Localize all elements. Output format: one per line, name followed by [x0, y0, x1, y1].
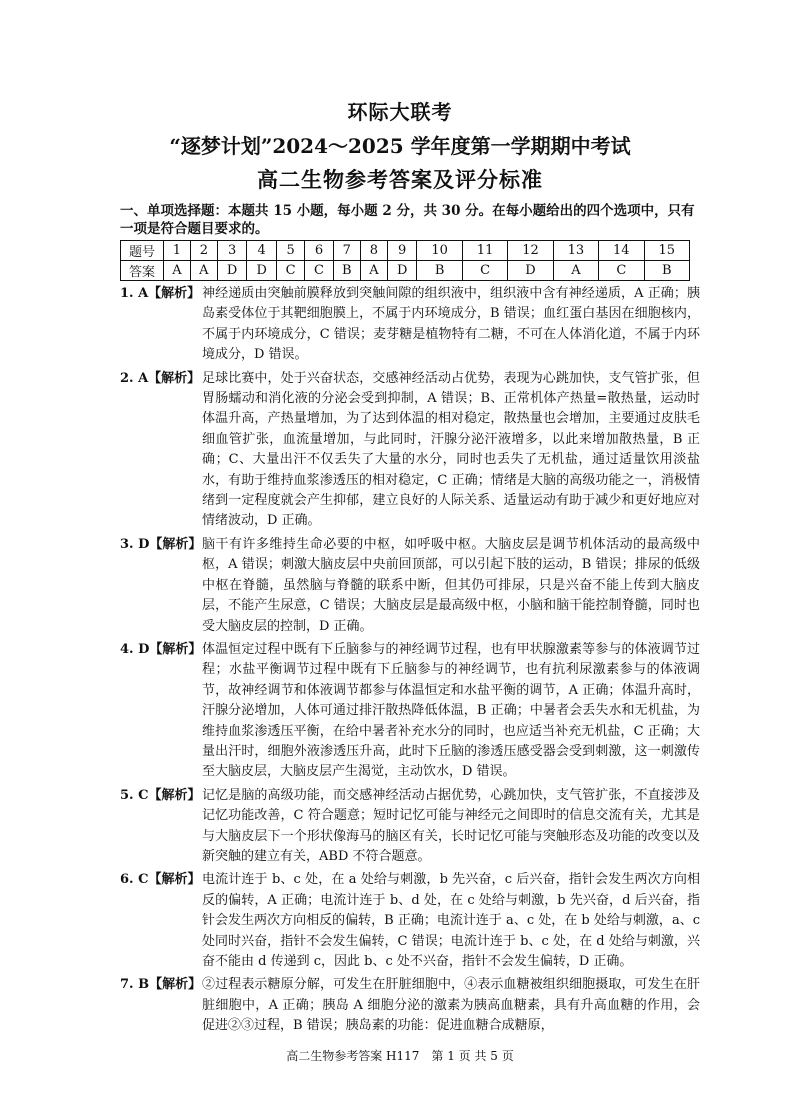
page-footer: 高二生物参考答案 H117 第 1 页 共 5 页 — [286, 1049, 514, 1063]
question-number-cell: 7 — [333, 241, 360, 261]
explanation-text: 神经递质由突触前膜释放到突触间隙的组织液中，组织液中含有神经递质，A 正确；胰岛素受体位于其靶细胞膜上，不属于内环境成分，B 错误；血红蛋白基因在细胞核内，不属于内环境成分，C 错误；麦芽糖是植物特有二糖，不可在人体消化道，不属于内环境成分，D 错误。 — [202, 286, 700, 363]
row-label: 题号 — [121, 241, 164, 261]
explanation-label: 5. C【解析】 — [120, 787, 201, 803]
answer-cell: A — [164, 261, 191, 281]
question-number-cell: 4 — [247, 241, 277, 261]
question-number-cell: 11 — [462, 241, 507, 261]
exam-org-title: 环际大联考 — [347, 100, 453, 124]
answer-cell: C — [276, 261, 304, 281]
question-number-cell: 8 — [360, 241, 387, 261]
question-number-cell: 15 — [644, 241, 690, 261]
explanation-label: 6. C【解析】 — [120, 872, 201, 888]
explanation-label: 1. A【解析】 — [120, 286, 201, 301]
question-number-cell: 5 — [276, 241, 304, 261]
explanation-label: 2. A【解析】 — [120, 370, 201, 386]
explanation-item — [120, 640, 700, 783]
question-number-cell: 1 — [164, 241, 191, 261]
explanation-text: 电流计连于 b、c 处，在 a 处给与刺激，b 先兴奋，c 后兴奋，指针会发生两次方向相反的偏转，A 正确；电流计连于 b、d 处，在 c 处给与刺激，b 先兴奋，d 后兴奋，指针会发生两次方向相反的偏转，B 正确；电流计连于 a、c 处，在 b 处给与刺激，a、c 处同时兴奋，指针不会发生偏转，C 错误；电流计连于 b、c 处，在 d 处给与刺激，兴奋不能由 d 传递到 c，因此 b、c 处不兴奋，指针不会发生偏转，D 正确。 — [202, 872, 700, 969]
explanation-label: 7. B【解析】 — [120, 977, 202, 993]
answer-cell: B — [644, 261, 690, 281]
explanation-list — [120, 284, 700, 1040]
question-number-cell: 12 — [508, 241, 553, 261]
answer-cell: D — [247, 261, 277, 281]
question-number-cell: 14 — [599, 241, 644, 261]
section-heading: 一、单项选择题：本题共 15 小题，每小题 2 分，共 30 分。在每小题给出的四个选项中，只有一项是符合题目要求的。 — [120, 203, 695, 237]
explanation-label: 4. D【解析】 — [120, 641, 202, 657]
explanation-item — [120, 369, 700, 532]
explanation-item — [120, 870, 700, 972]
question-number-cell: 13 — [553, 241, 598, 261]
question-number-cell: 3 — [217, 241, 247, 261]
explanation-item — [120, 786, 700, 868]
answer-cell: A — [360, 261, 387, 281]
question-number-cell: 6 — [305, 241, 333, 261]
question-number-cell: 10 — [417, 241, 462, 261]
answer-table — [120, 240, 690, 281]
answer-cell: C — [462, 261, 507, 281]
explanation-label: 3. D【解析】 — [120, 536, 202, 552]
subject-title: 高二生物参考答案及评分标准 — [257, 167, 543, 192]
question-number-row — [121, 241, 690, 261]
answer-cell: A — [553, 261, 598, 281]
answer-cell: D — [217, 261, 247, 281]
answer-cell: D — [387, 261, 417, 281]
explanation-text: 记忆是脑的高级功能，而交感神经活动占据优势，心跳加快，支气管扩张，不直接涉及记忆功能改善，C 符合题意；短时记忆可能与神经元之间即时的信息交流有关，尤其是与大脑皮层下一个形状像海马的脑区有关，长时记忆可能与突触形态及功能的改变以及新突触的建立有关，ABD 不符合题意。 — [202, 787, 700, 864]
answer-cell: B — [333, 261, 360, 281]
explanation-item — [120, 284, 700, 366]
answer-cell: B — [417, 261, 462, 281]
question-number-cell: 2 — [190, 241, 217, 261]
explanation-item — [120, 975, 700, 1036]
answer-cell: C — [599, 261, 644, 281]
answer-cell: D — [508, 261, 553, 281]
explanation-text: 体温恒定过程中既有下丘脑参与的神经调节过程，也有甲状腺激素等参与的体液调节过程；水盐平衡调节过程中既有下丘脑参与的神经调节，也有抗利尿激素参与的体液调节，故神经调节和体液调节都参与体温恒定和水盐平衡的调节，A 正确；体温升高时，汗腺分泌增加，人体可通过排汗散热降低体温，B 正确；中暑者会丢失水和无机盐，为维持血浆渗透压平衡，在给中暑者补充水分的同时，也应适当补充无机盐，C 正确；大量出汗时，细胞外液渗透压升高，此时下丘脑的渗透压感受器会受到刺激，这一刺激传至大脑皮层，大脑皮层产生渴觉，主动饮水，D 错误。 — [202, 641, 700, 780]
answer-cell: A — [190, 261, 217, 281]
explanation-text: 足球比赛中，处于兴奋状态，交感神经活动占优势，表现为心跳加快，支气管扩张，但胃肠蠕动和消化液的分泌会受到抑制，A 错误；B、正常机体产热量=散热量，运动时体温升高，产热量增加，为了达到体温的相对稳定，散热量也会增加，主要通过皮肤毛细血管扩张，血流量增加，与此同时，汗腺分泌汗液增多，以此来增加散热量，B 正确；C、大量出汗不仅丢失了大量的水分，同时也丢失了无机盐，通过适量饮用淡盐水，有助于维持血浆渗透压的相对稳定，C 正确；情绪是大脑的高级功能之一，消极情绪到一定程度就会产生抑郁，建立良好的人际关系、适量运动有助于减少和更好地应对情绪波动，D 正确。 — [202, 370, 700, 529]
answer-row — [121, 261, 690, 281]
row-label: 答案 — [121, 261, 164, 281]
explanation-text: ②过程表示糖原分解，可发生在肝脏细胞中，④表示血糖被组织细胞摄取，可发生在肝脏细胞中，A 正确；胰岛 A 细胞分泌的激素为胰高血糖素，具有升高血糖的作用，会促进②③过程，B 错误；胰岛素的功能：促进血糖合成糖原， — [202, 977, 700, 1034]
explanation-text: 脑干有许多维持生命必要的中枢，如呼吸中枢。大脑皮层是调节机体活动的最高级中枢，A 错误；刺激大脑皮层中央前回顶部，可以引起下肢的运动，B 错误；排尿的低级中枢在脊髓，虽然脑与脊髓的联系中断，但其仍可排尿，只是兴奋不能上传到大脑皮层，不能产生尿意，C 错误；大脑皮层是最高级中枢，小脑和脑干能控制脊髓，同时也受大脑皮层的控制，D 正确。 — [202, 536, 700, 634]
answer-cell: C — [305, 261, 333, 281]
question-number-cell: 9 — [387, 241, 417, 261]
explanation-item — [120, 535, 700, 637]
exam-title: “逐梦计划”2024～2025 学年度第一学期期中考试 — [169, 134, 631, 158]
